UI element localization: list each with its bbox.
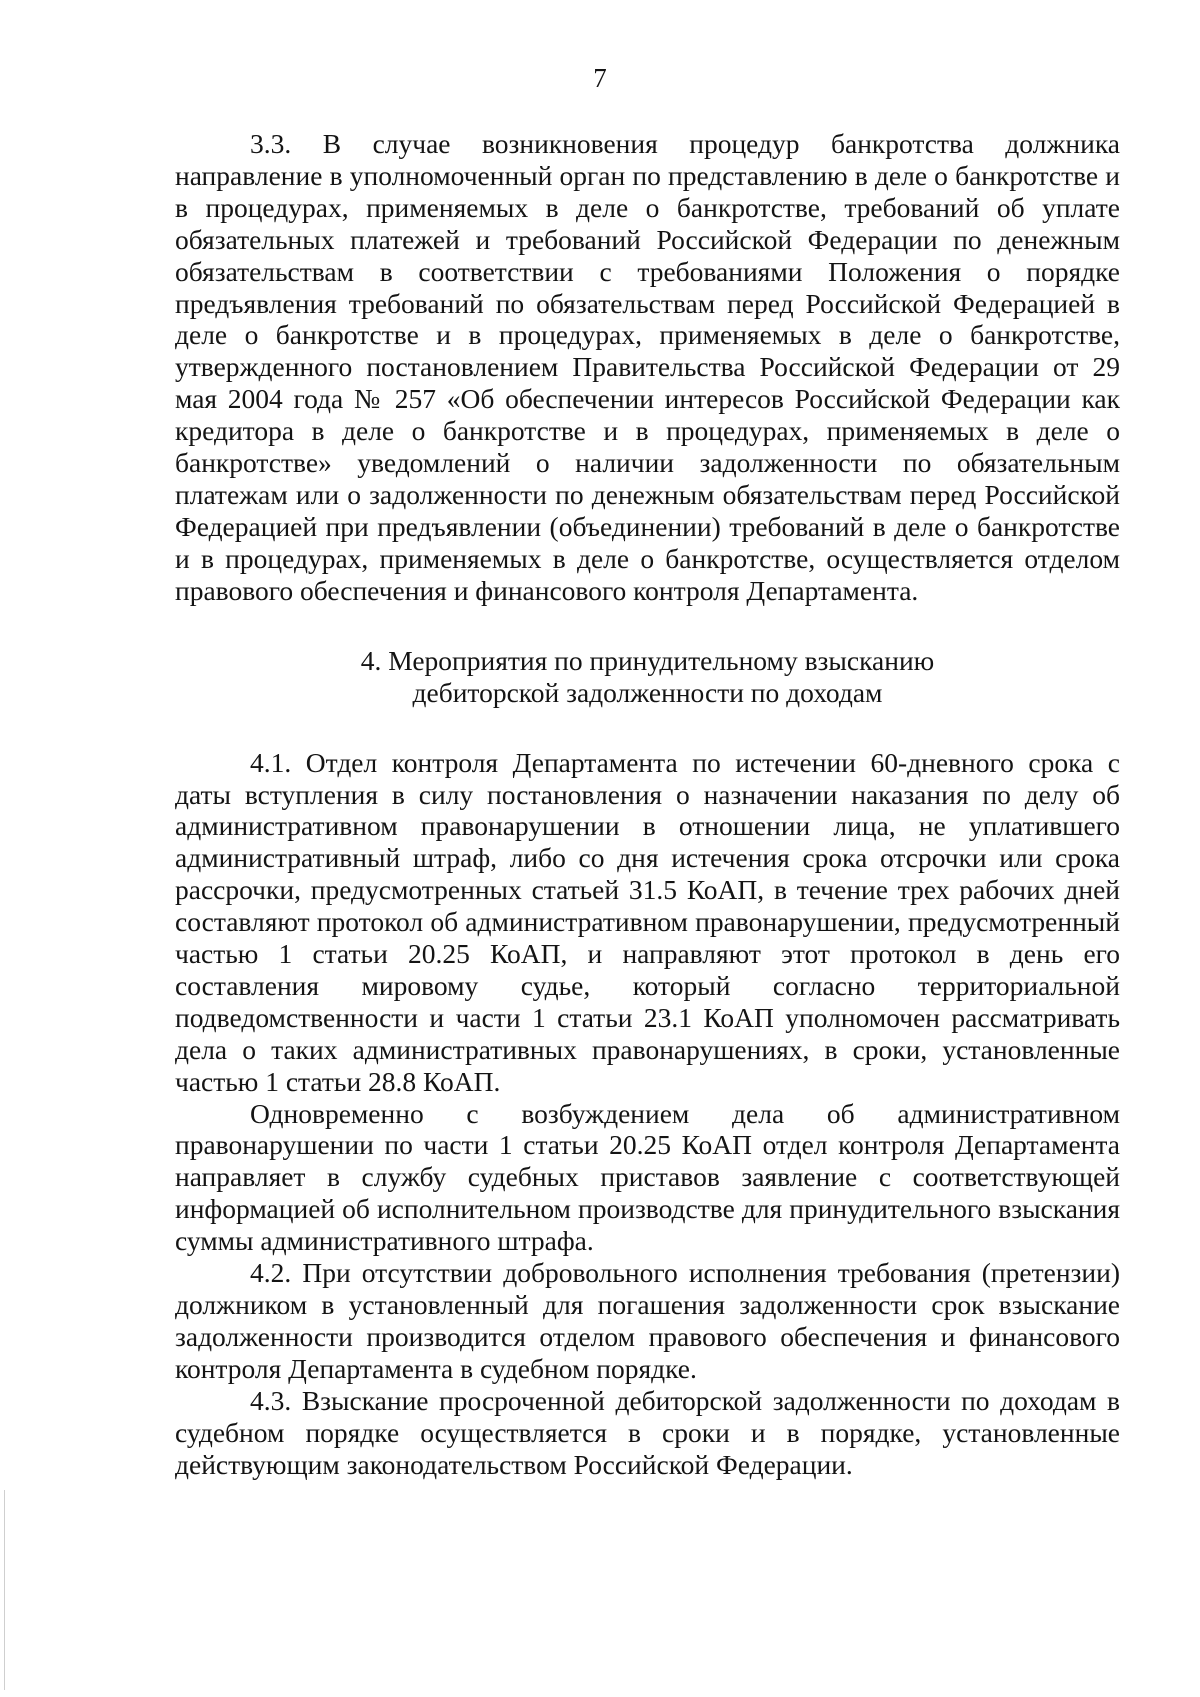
section-heading-line-1: 4. Мероприятия по принудительному взысканию <box>360 644 935 676</box>
paragraph-4-2: 4.2. При отсутствии добровольного исполнения требования (претензии) должником в установленный для погашения задолженности срок взыскание задолженности производится отделом правового обеспечения и финансового контроля Департамента в судебном порядке. <box>175 1257 1120 1384</box>
document-body <box>175 128 1120 1480</box>
scan-edge-mark <box>4 1490 5 1690</box>
spacer <box>175 709 1120 747</box>
spacer <box>175 607 1120 645</box>
paragraph-4-1-continued: Одновременно с возбуждением дела об административном правонарушении по части 1 статьи 20.25 КоАП отдел контроля Департамента направляет в службу судебных приставов заявление с соответствующей информацией об исполнительном производстве для принудительного взыскания суммы административного штрафа. <box>175 1097 1120 1257</box>
paragraph-4-3: 4.3. Взыскание просроченной дебиторской задолженности по доходам в судебном порядке осуществляется в сроки и в порядке, установленные действующим законодательством Российской Федерации. <box>175 1384 1120 1480</box>
page-number: 7 <box>593 63 607 93</box>
paragraph-4-1: 4.1. Отдел контроля Департамента по истечении 60-дневного срока с даты вступления в силу постановления о назначении наказания по делу об административном правонарушении в отношении лица, не уплатившего административный штраф, либо со дня истечения срока отсрочки или срока рассрочки, предусмотренных статьей 31.5 КоАП, в течение трех рабочих дней составляют протокол об административном правонарушении, предусмотренный частью 1 статьи 20.25 КоАП, и направляют этот протокол в день его составления мировому судье, который согласно территориальной подведомственности и части 1 статьи 23.1 КоАП уполномочен рассматривать дела о таких административных правонарушениях, в сроки, установленные частью 1 статьи 28.8 КоАП. <box>175 746 1120 1097</box>
section-4-heading <box>175 645 1120 709</box>
section-heading-line-2: дебиторской задолженности по доходам <box>412 676 883 708</box>
paragraph-3-3: 3.3. В случае возникновения процедур банкротства должника направление в уполномоченный орган по представлению в деле о банкротстве и в процедурах, применяемых в деле о банкротстве, требований об уплате обязательных платежей и требований Российской Федерации по денежным обязательствам в соответствии с требованиями Положения о порядке предъявления требований по обязательствам перед Российской Федерацией в деле о банкротстве и в процедурах, применяемых в деле о банкротстве, утвержденного постановлением Правительства Российской Федерации от 29 мая 2004 года № 257 «Об обеспечении интересов Российской Федерации как кредитора в деле о банкротстве и в процедурах, применяемых в деле о банкротстве» уведомлений о наличии задолженности по обязательным платежам или о задолженности по денежным обязательствам перед Российской Федерацией при предъявлении (объединении) требований в деле о банкротстве и в процедурах, применяемых в деле о банкротстве, осуществляется отделом правового обеспечения и финансового контроля Департамента. <box>175 128 1120 606</box>
